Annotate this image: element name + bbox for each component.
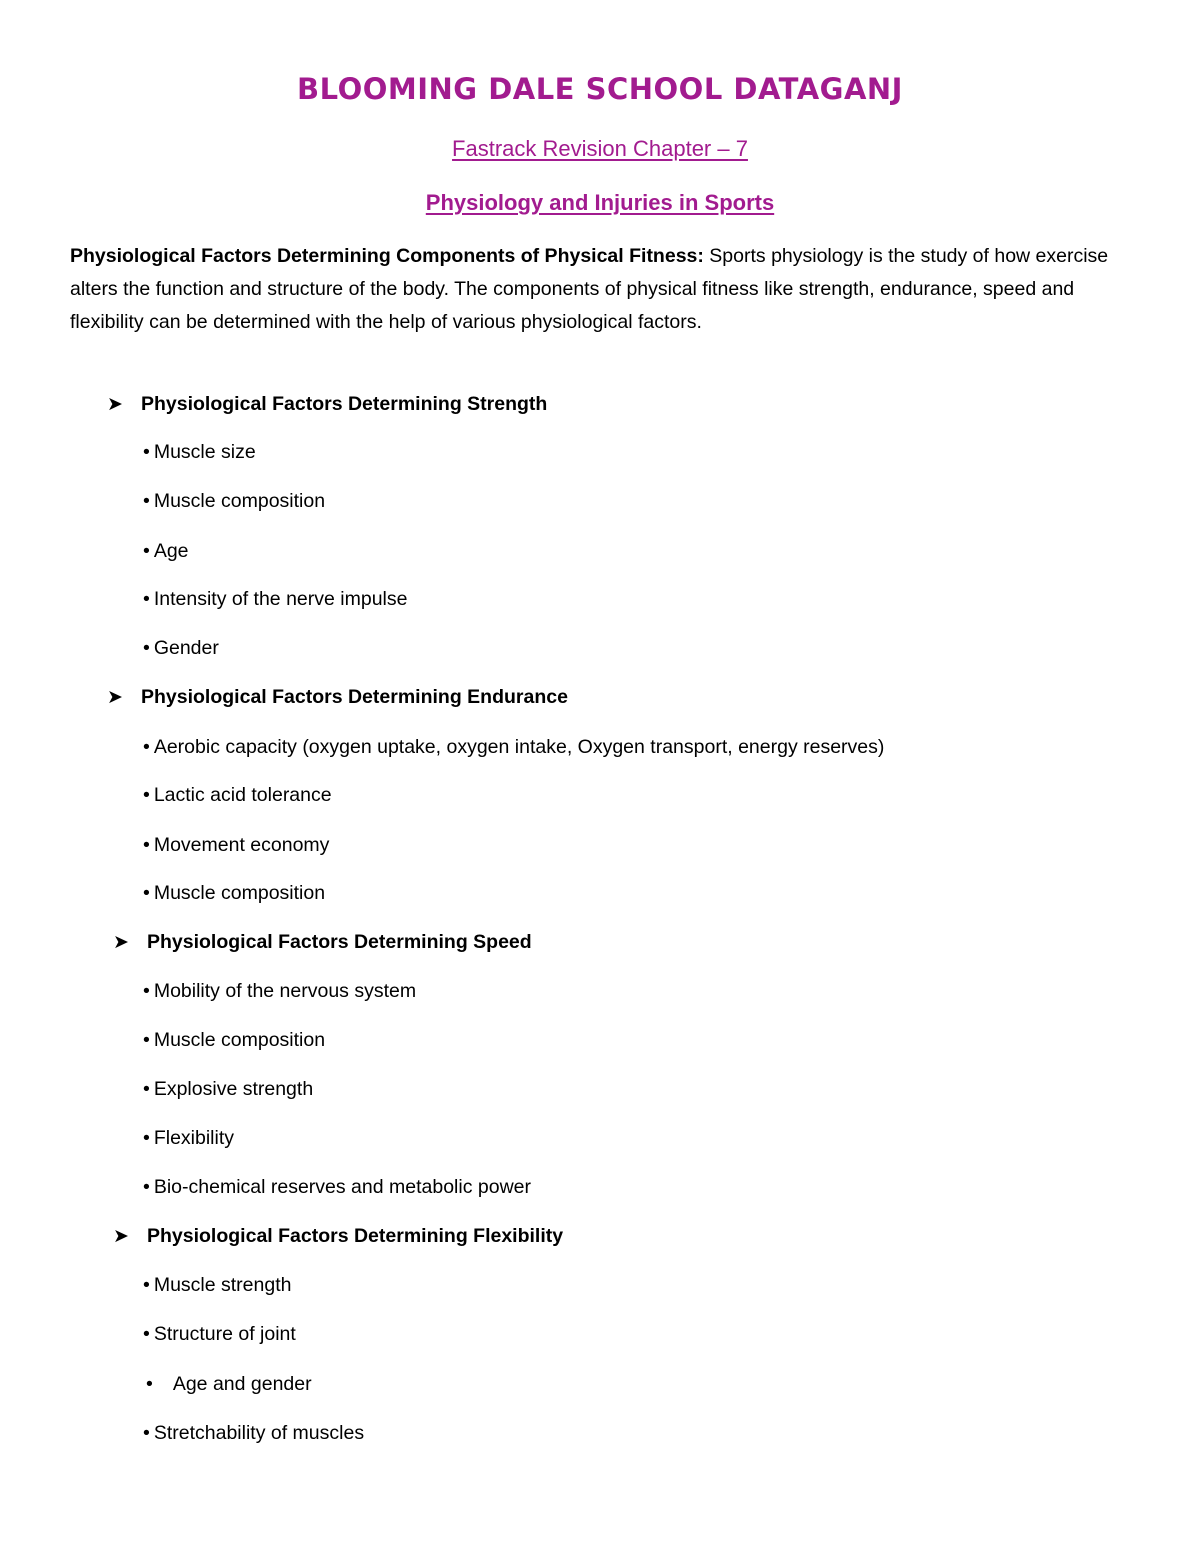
dot-bullet-icon: • <box>143 441 150 463</box>
dot-bullet-icon: • <box>143 1127 150 1149</box>
section-heading-label: Physiological Factors Determining Strength <box>141 393 548 415</box>
dot-bullet-icon: • <box>143 882 150 904</box>
intro-paragraph <box>70 240 1132 339</box>
arrow-bullet-icon: ➤ <box>107 394 123 415</box>
list-item: • Age and gender <box>146 1373 312 1395</box>
dot-bullet-icon: • <box>143 1029 150 1051</box>
list-item: • Mobility of the nervous system <box>143 980 417 1002</box>
list-item: • Stretchability of muscles <box>143 1422 365 1444</box>
dot-bullet-icon: • <box>143 1176 150 1198</box>
dot-bullet-icon: • <box>143 834 150 856</box>
list-item: • Muscle composition <box>143 1029 326 1051</box>
dot-bullet-icon: • <box>143 540 150 562</box>
list-item: • Movement economy <box>143 834 330 856</box>
list-item: • Muscle strength <box>143 1274 292 1296</box>
list-item: • Muscle composition <box>143 490 326 512</box>
arrow-bullet-icon: ➤ <box>113 932 129 953</box>
list-item: • Lactic acid tolerance <box>143 784 332 806</box>
list-item: • Muscle composition <box>143 882 326 904</box>
arrow-bullet-icon: ➤ <box>113 1226 129 1247</box>
topic-subtitle: Physiology and Injuries in Sports <box>425 190 775 215</box>
dot-bullet-icon: • <box>143 980 150 1002</box>
intro-lead: Physiological Factors Determining Components of Physical Fitness: <box>70 245 704 267</box>
school-name-title: BLOOMING DALE SCHOOL DATAGANJ <box>297 72 903 106</box>
dot-bullet-icon: • <box>143 1323 150 1345</box>
dot-bullet-icon: • <box>143 1422 150 1444</box>
section-heading-flexibility <box>113 1225 563 1248</box>
dot-bullet-icon: • <box>143 1078 150 1100</box>
list-item: • Structure of joint <box>143 1323 296 1345</box>
section-heading-strength <box>107 393 547 416</box>
list-item: • Intensity of the nerve impulse <box>143 588 408 610</box>
section-heading-speed <box>113 931 532 954</box>
section-heading-label: Physiological Factors Determining Speed <box>147 931 532 953</box>
dot-bullet-icon: • <box>143 490 150 512</box>
list-item: • Flexibility <box>143 1127 235 1149</box>
section-heading-label: Physiological Factors Determining Endurance <box>141 686 568 708</box>
list-item: • Bio-chemical reserves and metabolic power <box>143 1176 531 1198</box>
dot-bullet-icon: • <box>143 1274 150 1296</box>
list-item: • Muscle size <box>143 441 256 463</box>
list-item: • Age <box>143 540 189 562</box>
list-item: • Gender <box>143 637 219 659</box>
list-item: • Aerobic capacity (oxygen uptake, oxygen intake, Oxygen transport, energy reserves) <box>143 736 885 758</box>
section-heading-endurance <box>107 686 568 709</box>
dot-bullet-icon: • <box>143 637 150 659</box>
section-heading-label: Physiological Factors Determining Flexibility <box>147 1225 564 1247</box>
dot-bullet-icon: • <box>143 784 150 806</box>
chapter-subtitle: Fastrack Revision Chapter – 7 <box>452 136 748 161</box>
dot-bullet-icon: • <box>143 588 150 610</box>
list-item: • Explosive strength <box>143 1078 314 1100</box>
dot-bullet-icon: • <box>143 736 150 758</box>
dot-bullet-icon: • <box>146 1373 153 1395</box>
intro-text: Sports physiology is the study of how exercise alters the function and structure of the body. The components of physical fitness like strength, endurance, speed and flexibility can be determined with the help of various physiological factors. <box>70 245 1109 333</box>
arrow-bullet-icon: ➤ <box>107 687 123 708</box>
